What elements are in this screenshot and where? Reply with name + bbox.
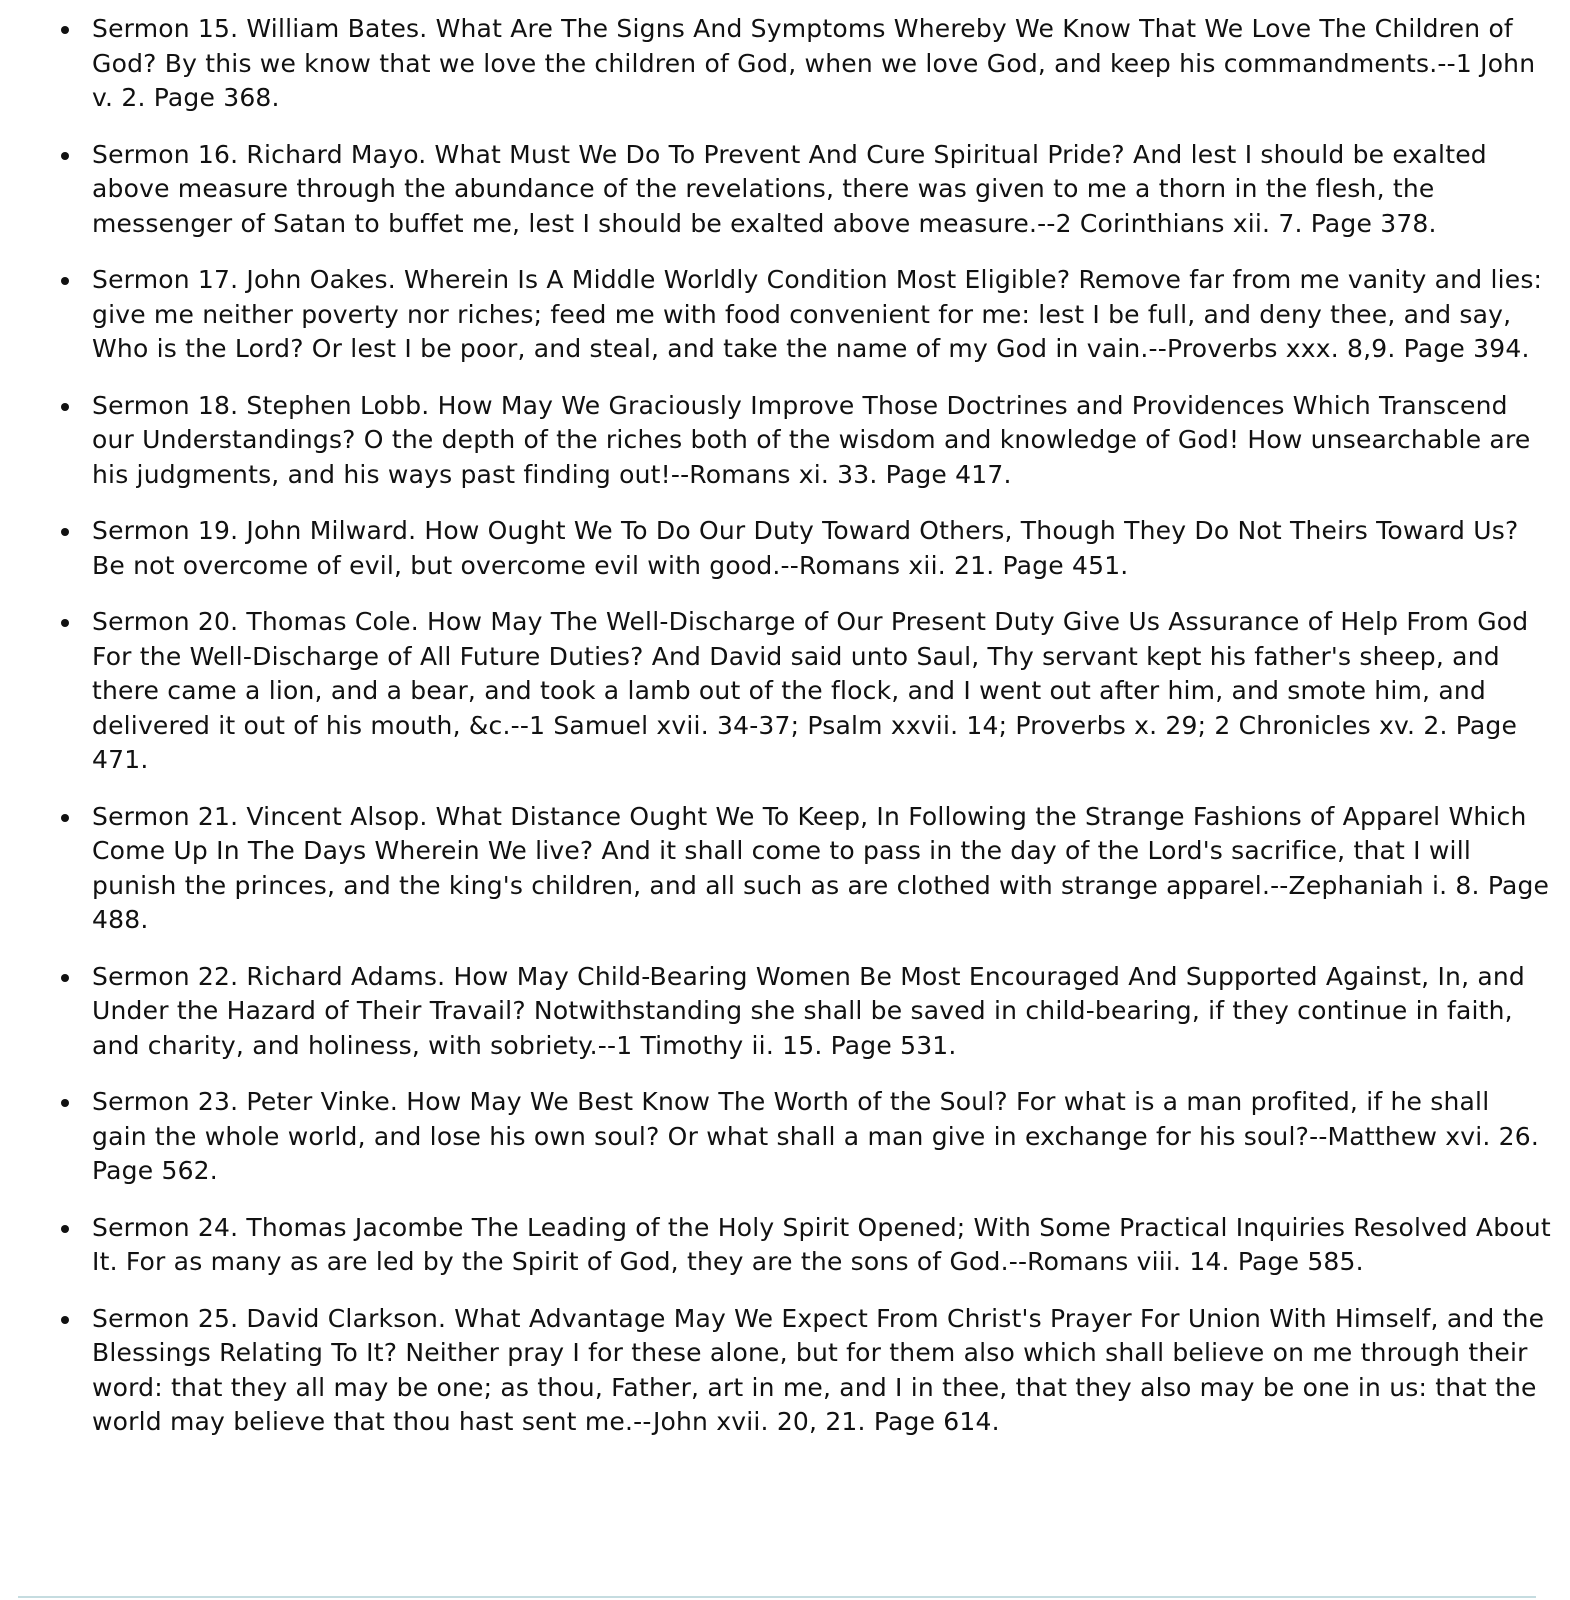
list-item [0, 1211, 1570, 1280]
sermon-text: Sermon 22. Richard Adams. How May Child-Bearing Women Be Most Encouraged And Supported Against, In, and Under the Hazard of Their Travail? Notwithstanding she shall be saved in child-bearing, if they continue in faith, and charity, and holiness, with sobriety.--1 Timothy ii. 15. Page 531. [92, 961, 1526, 1060]
list-item [0, 389, 1570, 493]
sermon-text: Sermon 19. John Milward. How Ought We To Do Our Duty Toward Others, Though They Do Not Theirs Toward Us? Be not overcome of evil, but overcome evil with good.--Romans xii. 21. Page 451. [92, 516, 1519, 580]
sermon-text: Sermon 16. Richard Mayo. What Must We Do To Prevent And Cure Spiritual Pride? And lest I should be exalted above measure through the abundance of the revelations, there was given to me a thorn in the flesh, the messenger of Satan to buffet me, lest I should be exalted above measure.--2 Corinthians xii. 7. Page 378. [92, 139, 1487, 238]
list-item [0, 263, 1570, 367]
list-item [0, 605, 1570, 778]
sermon-text: Sermon 23. Peter Vinke. How May We Best Know The Worth of the Soul? For what is a man profited, if he shall gain the whole world, and lose his own soul? Or what shall a man give in exchange for his soul?--Matthew xvi. 26. Page 562. [92, 1087, 1540, 1185]
bottom-divider [18, 1596, 1536, 1598]
sermon-text: Sermon 15. William Bates. What Are The Signs And Symptoms Whereby We Know That We Love The Children of God? By this we know that we love the children of God, when we love God, and keep his commandments.--1 John v. 2. Page 368. [92, 14, 1536, 112]
sermon-text: Sermon 24. Thomas Jacombe The Leading of the Holy Spirit Opened; With Some Practical Inquiries Resolved About It. For as many as are led by the Spirit of God, they are the sons of God.--Romans viii. 14. Page 585. [92, 1212, 1551, 1276]
sermon-text: Sermon 25. David Clarkson. What Advantage May We Expect From Christ's Prayer For Union With Himself, and the Blessings Relating To It? Neither pray I for these alone, but for them also which shall believe on me through their word: that they all may be one; as thou, Father, art in me, and I in thee, that they also may be one in us: that the world may believe that thou hast sent me.--John xvii. 20, 21. Page 614. [92, 1303, 1545, 1436]
sermon-text: Sermon 21. Vincent Alsop. What Distance Ought We To Keep, In Following the Strange Fashions of Apparel Which Come Up In The Days Wherein We live? And it shall come to pass in the day of the Lord's sacrifice, that I will punish the princes, and the king's children, and all such as are clothed with strange apparel.--Zephaniah i. 8. Page 488. [92, 801, 1550, 934]
list-item [0, 800, 1570, 938]
list-item [0, 12, 1570, 116]
list-item [0, 138, 1570, 242]
sermon-text: Sermon 20. Thomas Cole. How May The Well-Discharge of Our Present Duty Give Us Assurance of Help From God For the Well-Discharge of All Future Duties? And David said unto Saul, Thy servant kept his father's sheep, and there came a lion, and a bear, and took a lamb out of the flock, and I went out after him, and smote him, and delivered it out of his mouth, &c.--1 Samuel xvii. 34-37; Psalm xxvii. 14; Proverbs x. 29; 2 Chronicles xv. 2. Page 471. [92, 607, 1529, 774]
list-item [0, 960, 1570, 1064]
sermon-text: Sermon 17. John Oakes. Wherein Is A Middle Worldly Condition Most Eligible? Remove far from me vanity and lies: give me neither poverty nor riches; feed me with food convenient for me: lest I be full, and deny thee, and say, Who is the Lord? Or lest I be poor, and steal, and take the name of my God in vain.--Proverbs xxx. 8,9. Page 394. [92, 265, 1543, 363]
list-item [0, 1085, 1570, 1189]
sermon-text: Sermon 18. Stephen Lobb. How May We Graciously Improve Those Doctrines and Providences Which Transcend our Understandings? O the depth of the riches both of the wisdom and knowledge of God! How unsearchable are his judgments, and his ways past finding out!--Romans xi. 33. Page 417. [92, 390, 1531, 489]
list-item [0, 514, 1570, 583]
list-item [0, 1302, 1570, 1440]
